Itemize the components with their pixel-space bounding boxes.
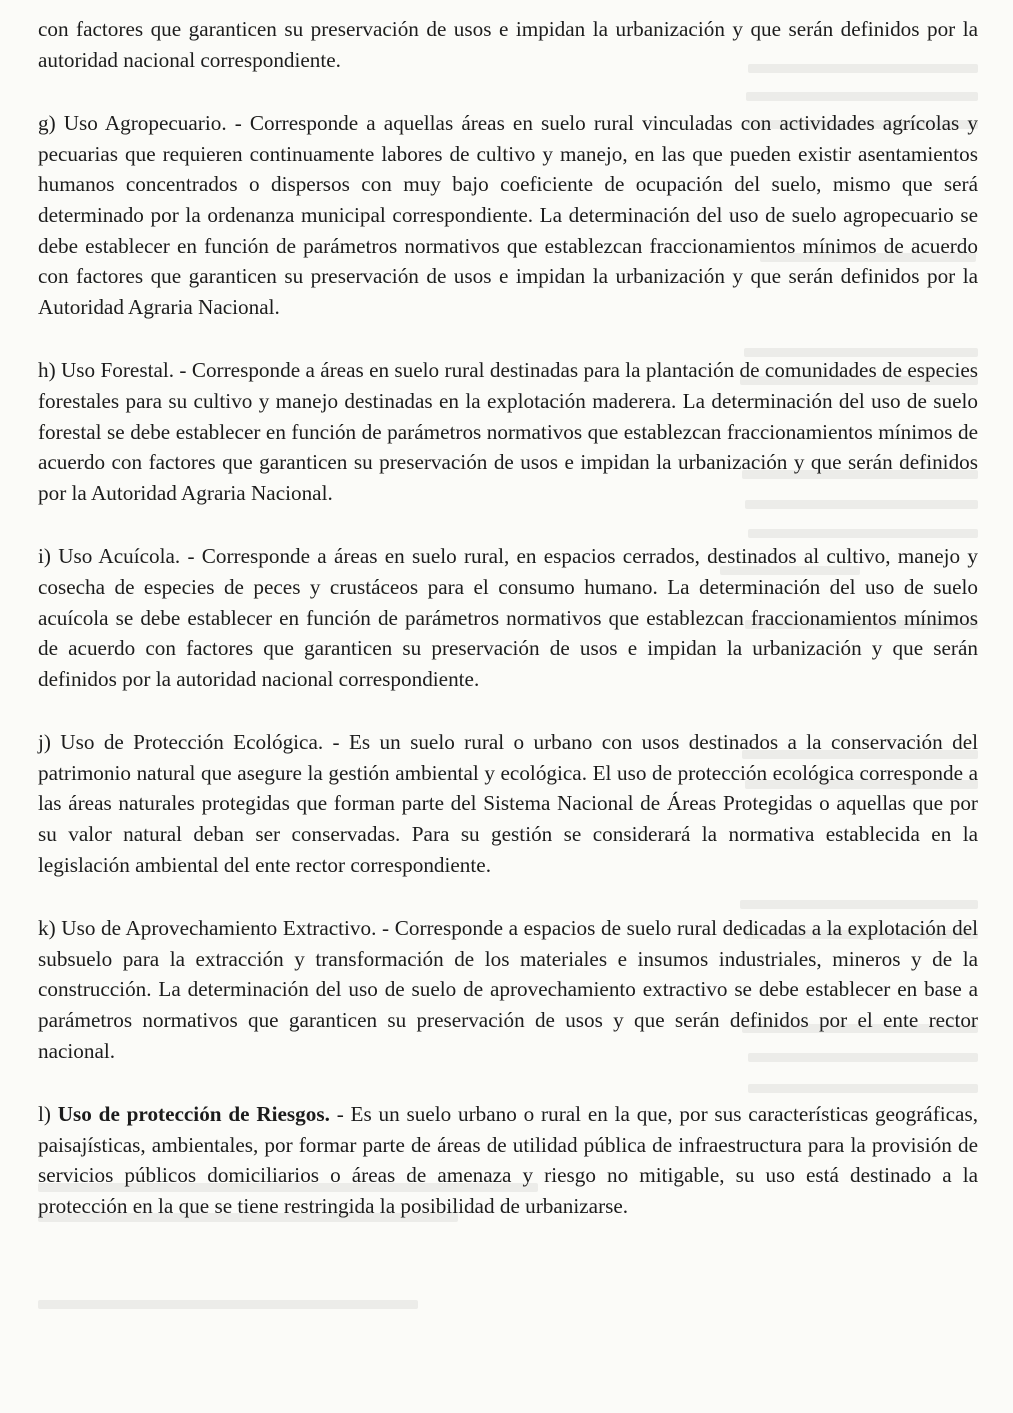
document-body (38, 14, 978, 1255)
paragraph-j-text: - Es un suelo rural o urbano con usos destinados a la conservación del patrimonio natural que asegure la gestión ambiental y ecológica. El uso de protección ecológica corresponde a las áreas naturales protegidas que forman parte del Sistema Nacional de Áreas Protegidas o aquellas que por su valor natural deban ser conservadas. Para su gestión se considerará la normativa establecida en la legislación ambiental del ente rector correspondiente. (38, 730, 978, 877)
paragraph-k-label: k) Uso de Aprovechamiento Extractivo. (38, 916, 377, 941)
paragraph-j-proteccion-ecologica (38, 727, 978, 880)
paragraph-i-text: - Corresponde a áreas en suelo rural, en espacios cerrados, destinados al cultivo, manejo y cosecha de especies de peces y crustáceos para el consumo humano. La determinación del uso de suelo acuícola se debe establecer en función de parámetros normativos que establezcan fraccionamientos mínimos de acuerdo con factores que garanticen su preservación de usos e impidan la urbanización y que serán definidos por la autoridad nacional correspondiente. (38, 544, 978, 691)
paragraph-h-text: - Corresponde a áreas en suelo rural destinadas para la plantación de comunidades de especies forestales para su cultivo y manejo destinadas en la explotación maderera. La determinación del uso de suelo forestal se debe establecer en función de parámetros normativos que establezcan fraccionamientos mínimos de acuerdo con factores que garanticen su preservación de usos e impidan la urbanización y que serán definidos por la Autoridad Agraria Nacional. (38, 358, 978, 505)
paragraph-g-label: g) Uso Agropecuario. (38, 111, 227, 136)
paragraph-h-forestal (38, 355, 978, 508)
paragraph-j-label: j) Uso de Protección Ecológica. (38, 730, 324, 755)
paragraph-g-agropecuario (38, 108, 978, 322)
paragraph-i-label: i) Uso Acuícola. (38, 544, 181, 569)
paragraph-l-label: Uso de protección de Riesgos. (57, 1102, 330, 1127)
paragraph-intro-text: con factores que garanticen su preservación de usos e impidan la urbanización y que serán definidos por la autoridad nacional correspondiente. (38, 17, 978, 72)
paragraph-h-label: h) Uso Forestal. (38, 358, 175, 383)
paragraph-i-acuicola (38, 541, 978, 694)
paragraph-k-text: - Corresponde a espacios de suelo rural dedicadas a la explotación del subsuelo para la extracción y transformación de los materiales e insumos industriales, mineros y de la construcción. La determinación del uso de suelo de aprovechamiento extractivo se debe establecer en base a parámetros normativos que garanticen su preservación de usos y que serán definidos por el ente rector nacional. (38, 916, 978, 1063)
paragraph-intro (38, 14, 978, 75)
paragraph-l-text: - Es un suelo urbano o rural en la que, por sus características geográficas, paisajísticas, ambientales, por formar parte de áreas de utilidad pública de infraestructura para la provisión de servicios públicos domiciliarios o áreas de amenaza y riesgo no mitigable, su uso está destinado a la protección en la que se tiene restringida la posibilidad de urbanizarse. (38, 1102, 978, 1218)
paragraph-g-text: - Corresponde a aquellas áreas en suelo rural vinculadas con actividades agrícolas y pecuarias que requieren continuamente labores de cultivo y manejo, en las que pueden existir asentamientos humanos concentrados o dispersos con muy bajo coeficiente de ocupación del suelo, mismo que será determinado por la ordenanza municipal correspondiente. La determinación del uso de suelo agropecuario se debe establecer en función de parámetros normativos que establezcan fraccionamientos mínimos de acuerdo con factores que garanticen su preservación de usos e impidan la urbanización y que serán definidos por la Autoridad Agraria Nacional. (38, 111, 978, 319)
paragraph-l-proteccion-riesgos (38, 1099, 978, 1221)
paragraph-l-prefix: l) (38, 1102, 58, 1127)
paragraph-k-aprovechamiento-extractivo (38, 913, 978, 1066)
